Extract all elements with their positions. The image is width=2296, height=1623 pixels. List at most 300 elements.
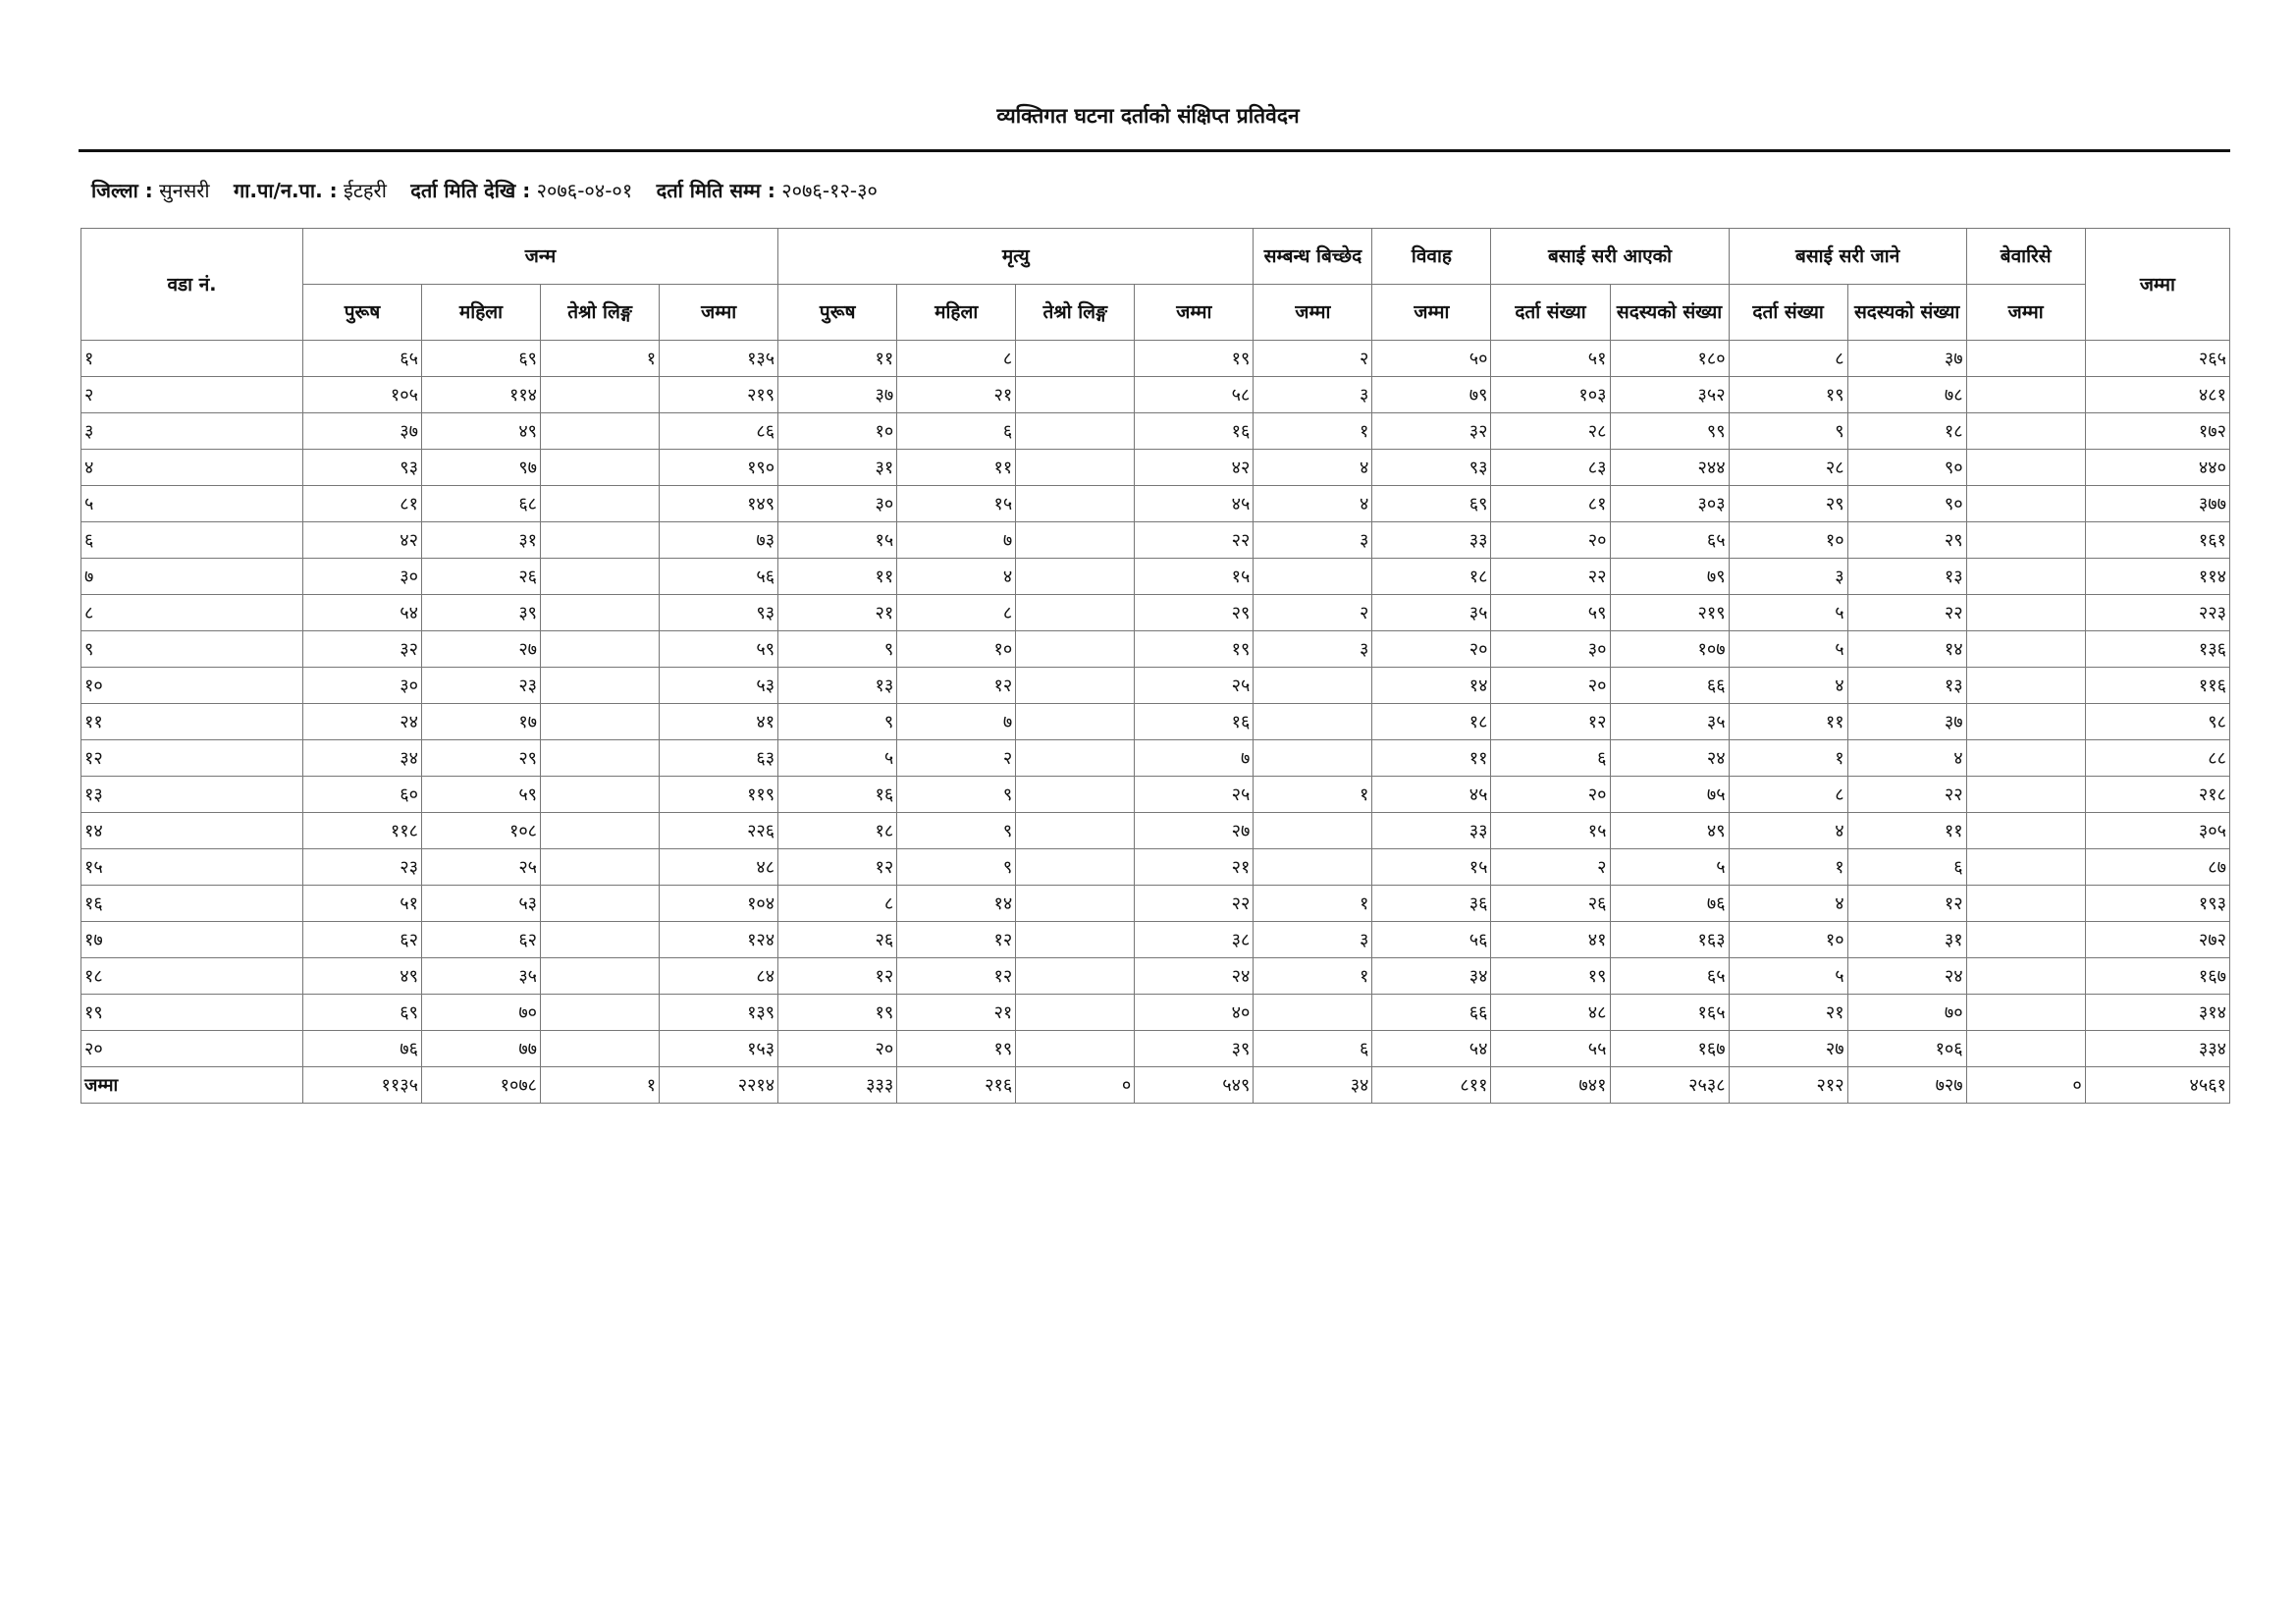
migrate-out-count-cell: ३ [1729, 559, 1847, 595]
divorce-total-cell: १ [1254, 413, 1372, 450]
death-female-cell: ९ [897, 777, 1016, 813]
migrate-out-count-cell: ५ [1729, 631, 1847, 668]
marriage-total-cell: ३३ [1372, 522, 1491, 559]
migrate-out-members-cell: ६ [1847, 849, 1966, 886]
death-female-cell: ११ [897, 450, 1016, 486]
divorce-total-cell: ३ [1254, 377, 1372, 413]
death-female-cell: ८ [897, 341, 1016, 377]
birth-third-gender-cell: १ [541, 1067, 660, 1104]
birth-total-cell: ५३ [660, 668, 778, 704]
birth-third-gender-cell: १ [541, 341, 660, 377]
ward-cell: जम्मा [81, 1067, 303, 1104]
death-total-cell: १६ [1135, 704, 1254, 740]
ward-cell: १२ [81, 740, 303, 777]
migrate-in-count-cell: २८ [1491, 413, 1610, 450]
birth-male-cell: ६९ [302, 995, 421, 1031]
divorce-total-cell [1254, 849, 1372, 886]
migrate-out-count-header: दर्ता संख्या [1729, 285, 1847, 341]
death-male-cell: १३ [778, 668, 897, 704]
migrate-in-members-cell: ३५२ [1610, 377, 1729, 413]
ward-cell: १० [81, 668, 303, 704]
death-male-cell: ३० [778, 486, 897, 522]
migrate-out-count-cell: ८ [1729, 341, 1847, 377]
marriage-total-cell: ६६ [1372, 995, 1491, 1031]
unclaimed-total-cell [1966, 740, 2085, 777]
birth-male-cell: ५१ [302, 886, 421, 922]
death-total-cell: ४० [1135, 995, 1254, 1031]
birth-female-cell: ६२ [422, 922, 541, 958]
birth-male-cell: ३७ [302, 413, 421, 450]
ward-cell: १८ [81, 958, 303, 995]
marriage-header: विवाह [1372, 229, 1491, 285]
birth-female-cell: २९ [422, 740, 541, 777]
death-total-cell: २५ [1135, 777, 1254, 813]
grand-total-cell: २६५ [2085, 341, 2229, 377]
ward-cell: १५ [81, 849, 303, 886]
grand-total-cell: ३१४ [2085, 995, 2229, 1031]
table-row [81, 777, 2230, 813]
grand-total-cell: ४४० [2085, 450, 2229, 486]
unclaimed-total-cell [1966, 849, 2085, 886]
report-meta [91, 177, 895, 203]
death-female-cell: ८ [897, 595, 1016, 631]
migrate-in-count-cell: ४१ [1491, 922, 1610, 958]
marriage-total-cell: ५४ [1372, 1031, 1491, 1067]
death-male-cell: १९ [778, 995, 897, 1031]
migrate-in-members-cell: ४९ [1610, 813, 1729, 849]
unclaimed-total-cell [1966, 377, 2085, 413]
birth-female-cell: ३१ [422, 522, 541, 559]
death-third-gender-cell [1016, 704, 1135, 740]
grand-total-cell: ३७७ [2085, 486, 2229, 522]
death-third-gender-cell [1016, 413, 1135, 450]
migrate-out-count-cell: १० [1729, 522, 1847, 559]
death-total-cell: १६ [1135, 413, 1254, 450]
death-total-cell: २१ [1135, 849, 1254, 886]
birth-third-gender-header: तेश्रो लिङ्ग [541, 285, 660, 341]
birth-female-cell: २३ [422, 668, 541, 704]
birth-third-gender-cell [541, 413, 660, 450]
birth-female-cell: ५९ [422, 777, 541, 813]
from-date-label: दर्ता मिति देखि : [410, 179, 531, 202]
migrate-out-members-cell: ७२७ [1847, 1067, 1966, 1104]
death-female-cell: १२ [897, 922, 1016, 958]
death-female-cell: ९ [897, 849, 1016, 886]
grand-total-cell: २७२ [2085, 922, 2229, 958]
death-third-gender-cell [1016, 668, 1135, 704]
death-total-cell: ३९ [1135, 1031, 1254, 1067]
death-third-gender-cell [1016, 958, 1135, 995]
death-male-cell: ३१ [778, 450, 897, 486]
death-total-cell: २७ [1135, 813, 1254, 849]
death-total-cell: ७ [1135, 740, 1254, 777]
death-female-cell: २१ [897, 377, 1016, 413]
grand-total-cell: २२३ [2085, 595, 2229, 631]
divorce-total-cell: ३ [1254, 922, 1372, 958]
migrate-in-members-cell: १६७ [1610, 1031, 1729, 1067]
unclaimed-total-cell [1966, 522, 2085, 559]
death-female-cell: १५ [897, 486, 1016, 522]
divorce-total-cell [1254, 995, 1372, 1031]
migrate-out-count-cell: १ [1729, 849, 1847, 886]
birth-female-cell: ११४ [422, 377, 541, 413]
birth-male-cell: ११३५ [302, 1067, 421, 1104]
death-male-cell: ९ [778, 704, 897, 740]
grand-total-cell: ३०५ [2085, 813, 2229, 849]
death-third-gender-cell [1016, 341, 1135, 377]
birth-male-cell: ३० [302, 559, 421, 595]
birth-total-cell: २२६ [660, 813, 778, 849]
unclaimed-total-cell [1966, 958, 2085, 995]
death-third-gender-cell [1016, 740, 1135, 777]
birth-male-cell: ३२ [302, 631, 421, 668]
death-male-cell: ३७ [778, 377, 897, 413]
grand-total-cell: १९३ [2085, 886, 2229, 922]
birth-total-cell: ८६ [660, 413, 778, 450]
birth-third-gender-cell [541, 995, 660, 1031]
unclaimed-total-cell [1966, 559, 2085, 595]
migrate-out-members-cell: १२ [1847, 886, 1966, 922]
ward-cell: १३ [81, 777, 303, 813]
death-male-cell: १८ [778, 813, 897, 849]
grand-total-cell: ११४ [2085, 559, 2229, 595]
ward-cell: २ [81, 377, 303, 413]
unclaimed-total-cell: ० [1966, 1067, 2085, 1104]
divorce-total-cell [1254, 704, 1372, 740]
divorce-total-cell: ३४ [1254, 1067, 1372, 1104]
migrate-out-members-cell: ३१ [1847, 922, 1966, 958]
grand-total-cell: १६७ [2085, 958, 2229, 995]
migrate-out-count-cell: ५ [1729, 595, 1847, 631]
marriage-total-cell: १८ [1372, 559, 1491, 595]
death-third-gender-header: तेश्रो लिङ्ग [1016, 285, 1135, 341]
birth-male-cell: ७६ [302, 1031, 421, 1067]
birth-male-cell: ९३ [302, 450, 421, 486]
ward-cell: ७ [81, 559, 303, 595]
grand-total-cell: ४५६१ [2085, 1067, 2229, 1104]
migrate-in-members-cell: १८० [1610, 341, 1729, 377]
grand-total-header: जम्मा [2085, 229, 2229, 341]
migrate-out-count-cell: २९ [1729, 486, 1847, 522]
migrate-in-members-cell: २४४ [1610, 450, 1729, 486]
birth-total-cell: २२१४ [660, 1067, 778, 1104]
death-third-gender-cell: ० [1016, 1067, 1135, 1104]
death-total-cell: ४५ [1135, 486, 1254, 522]
birth-total-cell: १९० [660, 450, 778, 486]
marriage-total-cell: ८११ [1372, 1067, 1491, 1104]
birth-female-cell: ७० [422, 995, 541, 1031]
migrate-in-count-cell: ३० [1491, 631, 1610, 668]
death-third-gender-cell [1016, 813, 1135, 849]
migrate-out-members-header: सदस्यको संख्या [1847, 285, 1966, 341]
ward-cell: १९ [81, 995, 303, 1031]
birth-total-cell: १०४ [660, 886, 778, 922]
ward-cell: ९ [81, 631, 303, 668]
migrate-out-count-cell: २८ [1729, 450, 1847, 486]
table-row [81, 522, 2230, 559]
migrate-in-members-cell: २१९ [1610, 595, 1729, 631]
birth-total-header: जम्मा [660, 285, 778, 341]
death-total-cell: २४ [1135, 958, 1254, 995]
death-male-cell: १० [778, 413, 897, 450]
divorce-total-cell [1254, 559, 1372, 595]
birth-third-gender-cell [541, 450, 660, 486]
marriage-total-cell: ६९ [1372, 486, 1491, 522]
migrate-in-count-cell: ५९ [1491, 595, 1610, 631]
birth-third-gender-cell [541, 849, 660, 886]
migrate-out-count-cell: २१ [1729, 995, 1847, 1031]
unclaimed-total-cell [1966, 813, 2085, 849]
table-row [81, 668, 2230, 704]
marriage-total-cell: ११ [1372, 740, 1491, 777]
birth-male-cell: ४९ [302, 958, 421, 995]
marriage-total-cell: ३३ [1372, 813, 1491, 849]
marriage-total-cell: ३२ [1372, 413, 1491, 450]
grand-total-cell: १७२ [2085, 413, 2229, 450]
ward-cell: १ [81, 341, 303, 377]
birth-third-gender-cell [541, 595, 660, 631]
death-third-gender-cell [1016, 595, 1135, 631]
birth-total-cell: ४१ [660, 704, 778, 740]
migrate-out-count-cell: २७ [1729, 1031, 1847, 1067]
birth-total-cell: ११९ [660, 777, 778, 813]
death-male-cell: ११ [778, 341, 897, 377]
death-third-gender-cell [1016, 849, 1135, 886]
migrate-out-count-cell: ४ [1729, 813, 1847, 849]
grand-total-cell: ८८ [2085, 740, 2229, 777]
birth-female-cell: १०८ [422, 813, 541, 849]
header-row-groups [81, 229, 2230, 285]
total-row [81, 1067, 2230, 1104]
table-row [81, 377, 2230, 413]
migrate-in-count-cell: ६ [1491, 740, 1610, 777]
ward-header: वडा नं. [81, 229, 303, 341]
marriage-total-cell: ३६ [1372, 886, 1491, 922]
death-third-gender-cell [1016, 522, 1135, 559]
marriage-total-cell: १८ [1372, 704, 1491, 740]
divorce-header: सम्बन्ध बिच्छेद [1254, 229, 1372, 285]
migrate-out-count-cell: ५ [1729, 958, 1847, 995]
ward-cell: ११ [81, 704, 303, 740]
migrate-in-members-header: सदस्यको संख्या [1610, 285, 1729, 341]
birth-male-cell: ८१ [302, 486, 421, 522]
ward-cell: ४ [81, 450, 303, 486]
death-total-cell: ४२ [1135, 450, 1254, 486]
divorce-total-cell: २ [1254, 595, 1372, 631]
death-male-header: पुरूष [778, 285, 897, 341]
birth-total-cell: ९३ [660, 595, 778, 631]
birth-third-gender-cell [541, 486, 660, 522]
grand-total-cell: ३३४ [2085, 1031, 2229, 1067]
birth-third-gender-cell [541, 559, 660, 595]
birth-total-cell: १३९ [660, 995, 778, 1031]
grand-total-cell: २१८ [2085, 777, 2229, 813]
migrate-out-members-cell: ३७ [1847, 704, 1966, 740]
table-row [81, 486, 2230, 522]
grand-total-cell: ४८१ [2085, 377, 2229, 413]
table-row [81, 1031, 2230, 1067]
migrate-out-header: बसाई सरी जाने [1729, 229, 1966, 285]
table-row [81, 559, 2230, 595]
migrate-in-members-cell: ३०३ [1610, 486, 1729, 522]
death-total-cell: ३८ [1135, 922, 1254, 958]
migrate-in-header: बसाई सरी आएको [1491, 229, 1729, 285]
death-female-cell: १२ [897, 958, 1016, 995]
unclaimed-total-cell [1966, 704, 2085, 740]
birth-female-cell: २६ [422, 559, 541, 595]
death-female-header: महिला [897, 285, 1016, 341]
death-male-cell: २१ [778, 595, 897, 631]
death-female-cell: १४ [897, 886, 1016, 922]
birth-female-cell: २५ [422, 849, 541, 886]
death-female-cell: २ [897, 740, 1016, 777]
divorce-total-cell: १ [1254, 886, 1372, 922]
death-male-cell: ३३३ [778, 1067, 897, 1104]
title-rule [79, 149, 2230, 152]
birth-male-cell: ११८ [302, 813, 421, 849]
table-body [81, 341, 2230, 1104]
birth-header: जन्म [302, 229, 777, 285]
event-registration-table [80, 228, 2230, 1104]
death-female-cell: १२ [897, 668, 1016, 704]
migrate-in-members-cell: १६५ [1610, 995, 1729, 1031]
marriage-total-cell: १४ [1372, 668, 1491, 704]
death-total-cell: ५८ [1135, 377, 1254, 413]
birth-total-cell: २१९ [660, 377, 778, 413]
divorce-total-cell: ४ [1254, 450, 1372, 486]
birth-third-gender-cell [541, 1031, 660, 1067]
death-female-cell: ७ [897, 704, 1016, 740]
migrate-in-count-cell: ५५ [1491, 1031, 1610, 1067]
birth-female-cell: ३५ [422, 958, 541, 995]
table-row [81, 413, 2230, 450]
unclaimed-total-cell [1966, 631, 2085, 668]
birth-third-gender-cell [541, 886, 660, 922]
migrate-out-count-cell: ११ [1729, 704, 1847, 740]
death-total-cell: २९ [1135, 595, 1254, 631]
birth-male-cell: ३४ [302, 740, 421, 777]
unclaimed-total-cell [1966, 450, 2085, 486]
death-male-cell: ५ [778, 740, 897, 777]
table-row [81, 886, 2230, 922]
death-female-cell: २१ [897, 995, 1016, 1031]
ward-cell: १६ [81, 886, 303, 922]
birth-total-cell: ५६ [660, 559, 778, 595]
birth-female-header: महिला [422, 285, 541, 341]
unclaimed-total-cell [1966, 668, 2085, 704]
migrate-in-count-cell: ८३ [1491, 450, 1610, 486]
unclaimed-total-cell [1966, 777, 2085, 813]
birth-third-gender-cell [541, 777, 660, 813]
migrate-in-members-cell: १०७ [1610, 631, 1729, 668]
death-female-cell: १० [897, 631, 1016, 668]
migrate-out-count-cell: ९ [1729, 413, 1847, 450]
marriage-total-header: जम्मा [1372, 285, 1491, 341]
migrate-in-count-cell: ५१ [1491, 341, 1610, 377]
birth-female-cell: ६९ [422, 341, 541, 377]
migrate-in-members-cell: ६५ [1610, 958, 1729, 995]
migrate-in-members-cell: ७६ [1610, 886, 1729, 922]
ward-cell: १७ [81, 922, 303, 958]
migrate-out-members-cell: १४ [1847, 631, 1966, 668]
birth-total-cell: १२४ [660, 922, 778, 958]
migrate-out-members-cell: १०६ [1847, 1031, 1966, 1067]
table-row [81, 595, 2230, 631]
birth-female-cell: १०७८ [422, 1067, 541, 1104]
birth-male-cell: २४ [302, 704, 421, 740]
municipality-label: गा.पा/न.पा. : [233, 179, 338, 202]
birth-female-cell: ७७ [422, 1031, 541, 1067]
birth-female-cell: २७ [422, 631, 541, 668]
migrate-in-count-cell: १०३ [1491, 377, 1610, 413]
grand-total-cell: १६१ [2085, 522, 2229, 559]
unclaimed-total-cell [1966, 413, 2085, 450]
migrate-in-count-cell: २२ [1491, 559, 1610, 595]
migrate-out-members-cell: ७० [1847, 995, 1966, 1031]
birth-male-cell: ६० [302, 777, 421, 813]
birth-male-cell: ४२ [302, 522, 421, 559]
marriage-total-cell: ४५ [1372, 777, 1491, 813]
divorce-total-cell: १ [1254, 777, 1372, 813]
birth-third-gender-cell [541, 922, 660, 958]
migrate-in-members-cell: ९९ [1610, 413, 1729, 450]
death-third-gender-cell [1016, 559, 1135, 595]
migrate-out-count-cell: २१२ [1729, 1067, 1847, 1104]
birth-total-cell: १५३ [660, 1031, 778, 1067]
death-male-cell: १२ [778, 849, 897, 886]
birth-third-gender-cell [541, 813, 660, 849]
birth-total-cell: ५९ [660, 631, 778, 668]
migrate-in-count-cell: ४८ [1491, 995, 1610, 1031]
birth-third-gender-cell [541, 740, 660, 777]
migrate-in-count-cell: ७४१ [1491, 1067, 1610, 1104]
death-male-cell: ८ [778, 886, 897, 922]
death-total-cell: २२ [1135, 522, 1254, 559]
birth-male-cell: १०५ [302, 377, 421, 413]
migrate-in-members-cell: ५ [1610, 849, 1729, 886]
divorce-total-cell: ४ [1254, 486, 1372, 522]
birth-male-cell: ६२ [302, 922, 421, 958]
migrate-in-members-cell: ३५ [1610, 704, 1729, 740]
birth-third-gender-cell [541, 958, 660, 995]
migrate-out-members-cell: १३ [1847, 559, 1966, 595]
divorce-total-cell: २ [1254, 341, 1372, 377]
death-male-cell: १२ [778, 958, 897, 995]
migrate-out-members-cell: ७८ [1847, 377, 1966, 413]
death-female-cell: २१६ [897, 1067, 1016, 1104]
table-row [81, 849, 2230, 886]
header-row-subcolumns [81, 285, 2230, 341]
district-label: जिल्ला : [91, 179, 153, 202]
marriage-total-cell: ५० [1372, 341, 1491, 377]
unclaimed-total-cell [1966, 922, 2085, 958]
death-total-cell: २५ [1135, 668, 1254, 704]
death-male-cell: २६ [778, 922, 897, 958]
migrate-out-members-cell: ४ [1847, 740, 1966, 777]
ward-cell: ५ [81, 486, 303, 522]
migrate-in-count-cell: २० [1491, 522, 1610, 559]
birth-male-cell: ६५ [302, 341, 421, 377]
birth-third-gender-cell [541, 704, 660, 740]
death-total-cell: ५४९ [1135, 1067, 1254, 1104]
table-row [81, 341, 2230, 377]
report-title: व्यक्तिगत घटना दर्ताको संक्षिप्त प्रतिवेदन [996, 104, 1300, 128]
migrate-out-members-cell: ९० [1847, 486, 1966, 522]
death-male-cell: ११ [778, 559, 897, 595]
death-male-cell: ९ [778, 631, 897, 668]
birth-male-header: पुरूष [302, 285, 421, 341]
grand-total-cell: १३६ [2085, 631, 2229, 668]
